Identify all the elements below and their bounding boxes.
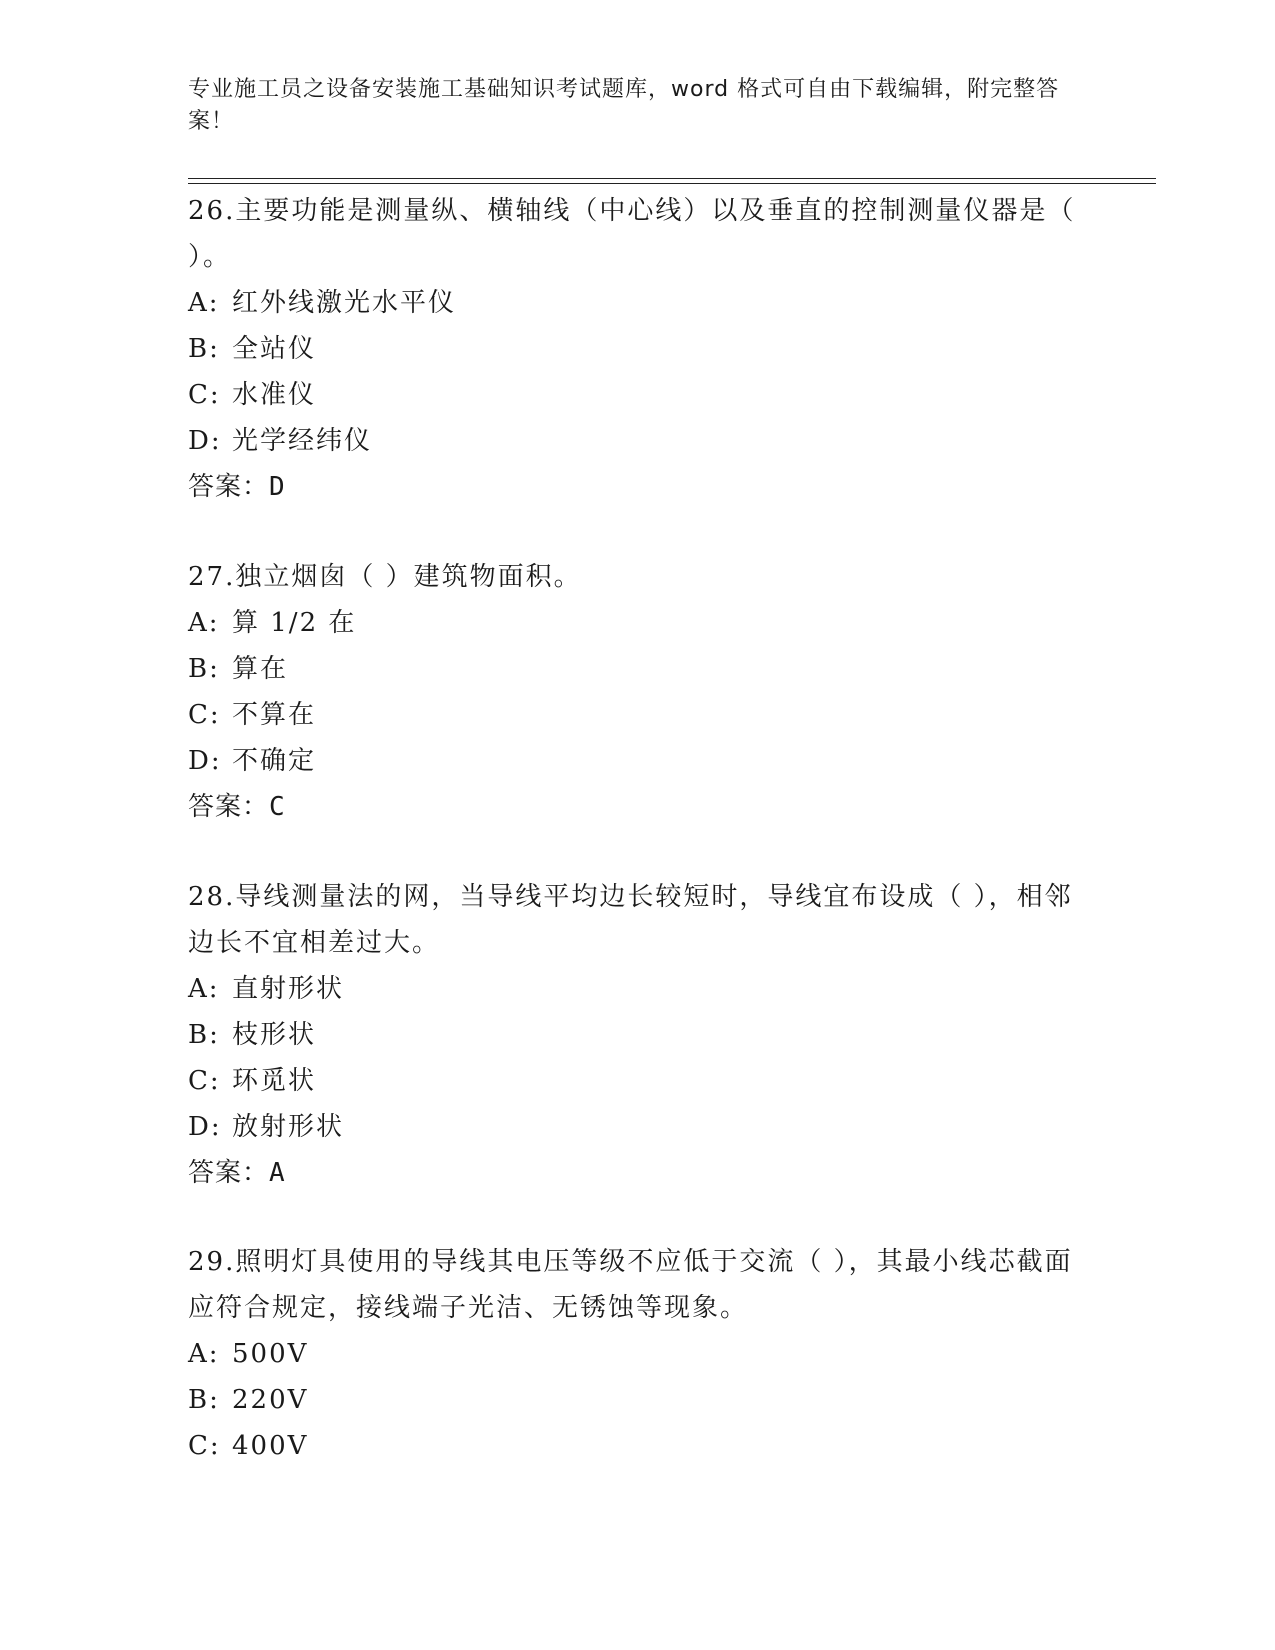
option-c xyxy=(188,692,1088,738)
option-letter: A: xyxy=(188,1339,220,1369)
option-text: 220V xyxy=(232,1385,309,1415)
question-stem: 29.照明灯具使用的导线其电压等级不应低于交流（ ），其最小线芯截面应符合规定，接线端子光洁、无锈蚀等现象。 xyxy=(188,1247,1073,1323)
option-letter: B: xyxy=(188,334,220,364)
answer-value: A xyxy=(269,1158,286,1188)
option-d xyxy=(188,1104,1088,1150)
option-letter: D: xyxy=(188,746,222,776)
question-29 xyxy=(188,1239,1088,1469)
answer-value: C xyxy=(269,792,286,822)
question-stem: 27.独立烟囱（ ）建筑物面积。 xyxy=(188,562,582,592)
option-a xyxy=(188,966,1088,1012)
question-stem: 26.主要功能是测量纵、横轴线（中心线）以及垂直的控制测量仪器是（ ）。 xyxy=(188,196,1076,272)
answer-label: 答案： xyxy=(188,1158,270,1188)
option-letter: A: xyxy=(188,608,220,638)
option-text: 全站仪 xyxy=(232,334,317,364)
option-text: 算在 xyxy=(232,654,289,684)
option-letter: C: xyxy=(188,700,221,730)
option-letter: B: xyxy=(188,654,220,684)
option-text: 枝形状 xyxy=(232,1020,317,1050)
header-divider-bottom xyxy=(188,183,1156,184)
option-letter: D: xyxy=(188,426,222,456)
option-letter: A: xyxy=(188,288,220,318)
document-header: 专业施工员之设备安装施工基础知识考试题库，word 格式可自由下载编辑，附完整答案！ xyxy=(188,77,1060,134)
option-d xyxy=(188,738,1088,784)
option-text: 500V xyxy=(232,1339,309,1369)
question-27 xyxy=(188,554,1088,830)
option-letter: B: xyxy=(188,1020,220,1050)
option-d xyxy=(188,418,1088,464)
answer-label: 答案： xyxy=(188,472,270,502)
option-text: 水准仪 xyxy=(232,380,317,410)
option-a xyxy=(188,600,1088,646)
question-28 xyxy=(188,874,1088,1196)
option-a xyxy=(188,280,1088,326)
answer-label: 答案： xyxy=(188,792,270,822)
option-letter: B: xyxy=(188,1385,220,1415)
option-text: 直射形状 xyxy=(232,974,345,1004)
question-26 xyxy=(188,188,1088,510)
option-b xyxy=(188,326,1088,372)
option-c xyxy=(188,1058,1088,1104)
option-letter: D: xyxy=(188,1112,222,1142)
option-c xyxy=(188,1423,1088,1469)
option-letter: C: xyxy=(188,1066,221,1096)
option-letter: A: xyxy=(188,974,220,1004)
option-text: 400V xyxy=(232,1431,309,1461)
option-b xyxy=(188,1012,1088,1058)
option-text: 光学经纬仪 xyxy=(232,426,373,456)
option-text: 不确定 xyxy=(232,746,317,776)
header-divider-top xyxy=(188,178,1156,179)
option-b xyxy=(188,1377,1088,1423)
answer-line xyxy=(188,784,1088,830)
answer-line xyxy=(188,1150,1088,1196)
option-text: 放射形状 xyxy=(232,1112,345,1142)
option-c xyxy=(188,372,1088,418)
answer-value: D xyxy=(269,472,286,502)
option-a xyxy=(188,1331,1088,1377)
option-text: 红外线激光水平仪 xyxy=(232,288,457,318)
option-text: 环觅状 xyxy=(232,1066,317,1096)
option-text: 不算在 xyxy=(232,700,317,730)
question-stem: 28.导线测量法的网，当导线平均边长较短时，导线宜布设成（ ），相邻边长不宜相差过大。 xyxy=(188,882,1073,958)
option-b xyxy=(188,646,1088,692)
answer-line xyxy=(188,464,1088,510)
option-text: 算 1/2 在 xyxy=(232,608,357,638)
option-letter: C: xyxy=(188,1431,221,1461)
option-letter: C: xyxy=(188,380,221,410)
